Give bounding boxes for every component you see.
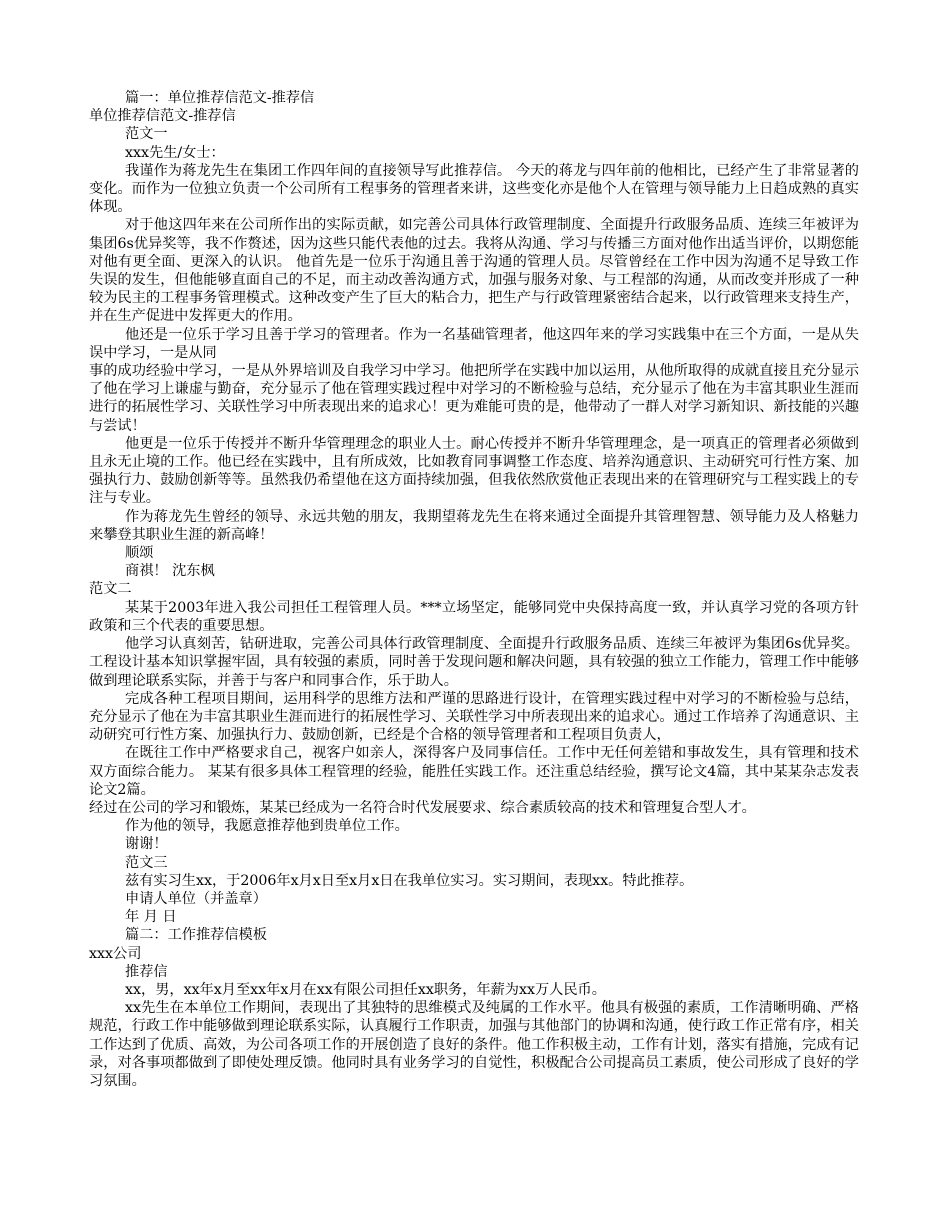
paragraph: 他更是一位乐于传授并不断升华管理理念的职业人士。耐心传授并不断升华管理理念，是一项真正的管理者必须做到且永无止境的工作。他已经在实践中，且有所成效，比如教育同事调整工作态度、培养沟通意识、主动研究可行性方案、加强执行力、鼓励创新等等。虽然我仍希望他在这方面持续加强，但我依然欣赏他正表现出来的在管理研究与工程实践上的专注与专业。 (89, 435, 859, 507)
paragraph: 经过在公司的学习和锻炼，某某已经成为一名符合时代发展要求、综合素质较高的技术和管理复合型人才。 (89, 799, 756, 816)
paragraph: xxx公司 (89, 945, 142, 962)
paragraph: 范文三 (125, 854, 168, 871)
paragraph: 对于他这四年来在公司所作出的实际贡献，如完善公司具体行政管理制度、全面提升行政服务品质、连续三年被评为集团6s优异奖等，我不作赘述，因为这些只能代表他的过去。我将从沟通、学习与传播三方面对他作出适当评价，以期您能对他有更全面、更深入的认识。 他首先是一位乐于沟通且善于沟通的管理人员。尽管曾经在工作中因为沟通不足导致工作失误的发生，但他能够直面自己的不足，而主动改善沟通方式，加强与服务对象、与工程部的沟通，从而改变并形成了一种较为民主的工程事务管理模式。这种改变产生了巨大的粘合力，把生产与行政管理紧密结合起来，以行政管理来支持生产，并在生产促进中发挥更大的作用。 (89, 217, 859, 325)
paragraph: 年 月 日 (125, 909, 177, 926)
paragraph: 事的成功经验中学习，一是从外界培训及自我学习中学习。他把所学在实践中加以运用，从他所取得的成就直接且充分显示了他在学习上谦虚与勤奋，充分显示了他在管理实践过程中对学习的不断检验与总结，充分显示了他在为丰富其职业生涯而进行的拓展性学习、关联性学习中所表现出来的追求心！更为难能可贵的是，他带动了一群人对学习新知识、新技能的兴趣与尝试！ (89, 363, 859, 434)
paragraph: 谢谢！ (125, 836, 168, 853)
paragraph: 范文二 (89, 581, 132, 598)
paragraph: xx，男，xx年x月至xx年x月在xx有限公司担任xx职务，年薪为xx万人民币。 (125, 981, 606, 998)
paragraph: 顺颂 (125, 545, 154, 562)
paragraph: 他还是一位乐于学习且善于学习的管理者。作为一名基础管理者，他这四年来的学习实践集中在三个方面，一是从失误中学习，一是从同 (89, 326, 859, 361)
paragraph: 推荐信 (125, 963, 168, 980)
paragraph: 篇二：工作推荐信模板 (125, 927, 267, 944)
paragraph: 兹有实习生xx，于2006年x月x日至x月x日在我单位实习。实习期间，表现xx。特此推荐。 (125, 872, 694, 889)
paragraph: 他学习认真刻苦，钻研进取，完善公司具体行政管理制度、全面提升行政服务品质、连续三年被评为集团6s优异奖。工程设计基本知识掌握牢固，具有较强的素质，同时善于发现问题和解决问题，具有较强的独立工作能力，管理工作中能够做到理论联系实际，并善于与客户和同事合作，乐于助人。 (89, 636, 859, 689)
paragraph: xx先生在本单位工作期间，表现出了其独特的思维模式及纯属的工作水平。他具有极强的素质，工作清晰明确、严格规范，行政工作中能够做到理论联系实际，认真履行工作职责，加强与其他部门的协调和沟通，使行政工作正常有序，相关工作达到了优质、高效，为公司各项工作的开展创造了良好的条件。他工作积极主动，工作有计划，落实有措施，完成有记录，对各事项都做到了即使处理反馈。他同时具有业务学习的自觉性，积极配合公司提高员工素质，使公司形成了良好的学习氛围。 (89, 1000, 859, 1089)
paragraph: 申请人单位（并盖章） (125, 890, 267, 907)
paragraph: 我谨作为蒋龙先生在集团工作四年间的直接领导写此推荐信。 今天的蒋龙与四年前的他相比，已经产生了非常显著的变化。而作为一位独立负责一个公司所有工程事务的管理者来讲，这些变化亦是他个人在管理与领导能力上日趋成熟的真实体现。 (89, 162, 859, 216)
paragraph: 范文一 (125, 126, 168, 143)
paragraph: 单位推荐信范文-推荐信 (89, 108, 236, 125)
paragraph: 作为他的领导，我愿意推荐他到贵单位工作。 (125, 818, 409, 835)
paragraph: 在既往工作中严格要求自己，视客户如亲人，深得客户及同事信任。工作中无任何差错和事故发生，具有管理和技术双方面综合能力。 某某有很多具体工程管理的经验，能胜任实践工作。还注重总结经验，撰写论文4篇，其中某某杂志发表论文2篇。 (89, 745, 859, 798)
paragraph: 作为蒋龙先生曾经的领导、永远共勉的朋友，我期望蒋龙先生在将来通过全面提升其管理智慧、领导能力及人格魅力来攀登其职业生涯的新高峰！ (89, 508, 859, 543)
paragraph: 某某于2003年进入我公司担任工程管理人员。***立场坚定，能够同党中央保持高度一致，并认真学习党的各项方针政策和三个代表的重要思想。 (89, 599, 859, 634)
document-body (89, 89, 859, 1090)
paragraph: 篇一：单位推荐信范文-推荐信 (125, 90, 315, 106)
paragraph: 商祺！ 沈东枫 (125, 563, 215, 580)
paragraph: xxx先生/女士： (125, 144, 225, 161)
paragraph: 完成各种工程项目期间，运用科学的思维方法和严谨的思路进行设计，在管理实践过程中对学习的不断检验与总结，充分显示了他在为丰富其职业生涯而进行的拓展性学习、关联性学习中所表现出来的追求心。通过工作培养了沟通意识、主动研究可行性方案、加强执行力、鼓励创新，已经是个合格的领导管理者和工程项目负责人， (89, 690, 859, 744)
